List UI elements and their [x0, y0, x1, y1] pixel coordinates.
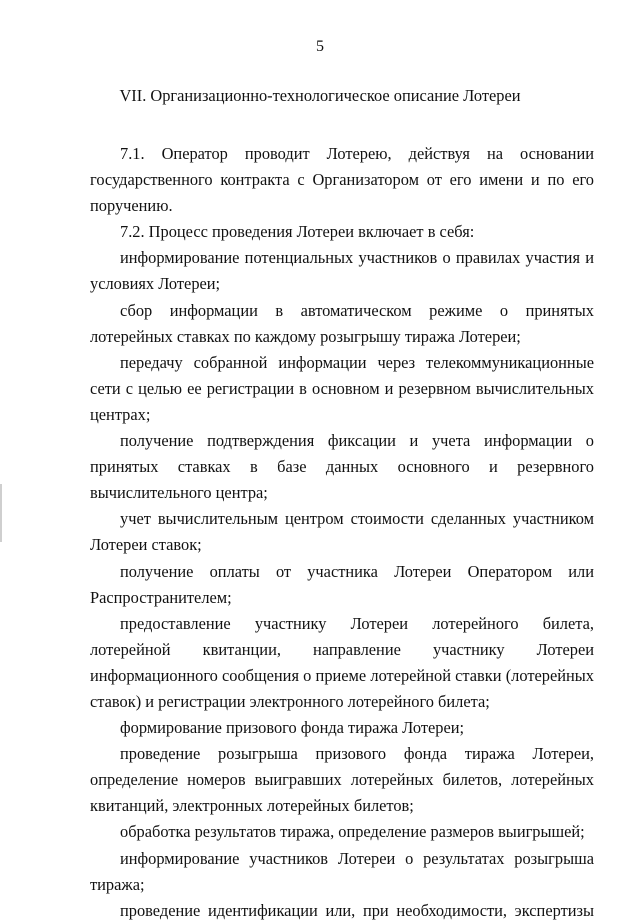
list-item: сбор информации в автоматическом режиме о принятых лотерейных ставках по каждому розыгрышу тиража Лотереи;	[90, 300, 594, 346]
list-item: проведение розыгрыша призового фонда тиража Лотереи, определение номеров выигравших лотерейных билетов, лотерейных квитанций, электронных лотерейных билетов;	[90, 744, 594, 816]
paragraph-7-1: 7.1. Оператор проводит Лотерею, действуя на основании государственного контракта с Организатором от его имени и по его поручению.	[90, 144, 594, 216]
list-item: проведение идентификации или, при необходимости, экспертизы	[120, 900, 594, 920]
paragraph-7-2: 7.2. Процесс проведения Лотереи включает в себя:	[120, 222, 475, 242]
list-item: формирование призового фонда тиража Лотереи;	[120, 718, 465, 738]
section-heading: VII. Организационно-технологическое описание Лотереи	[119, 86, 521, 105]
list-item: предоставление участнику Лотереи лотерейного билета, лотерейной квитанции, направление участнику Лотереи информационного сообщения о приеме лотерейной ставки (лотерейных ставок) и регистрации электронного лотерейного билета;	[90, 613, 594, 711]
scan-edge-mark	[0, 484, 2, 542]
list-item: передачу собранной информации через телекоммуникационные сети с целью ее регистрации в основном и резервном вычислительных центрах;	[90, 352, 594, 424]
list-item: обработка результатов тиража, определение размеров выигрышей;	[120, 822, 585, 842]
list-item: получение подтверждения фиксации и учета информации о принятых ставках в базе данных основного и резервного вычислительного центра;	[90, 431, 594, 503]
document-body	[90, 141, 594, 924]
list-item: получение оплаты от участника Лотереи Оператором или Распространителем;	[90, 561, 594, 607]
list-item: информирование потенциальных участников о правилах участия и условиях Лотереи;	[90, 248, 594, 294]
page-number: 5	[316, 38, 324, 55]
list-item: информирование участников Лотереи о результатах розыгрыша тиража;	[90, 848, 594, 894]
list-item: учет вычислительным центром стоимости сделанных участником Лотереи ставок;	[90, 509, 594, 555]
